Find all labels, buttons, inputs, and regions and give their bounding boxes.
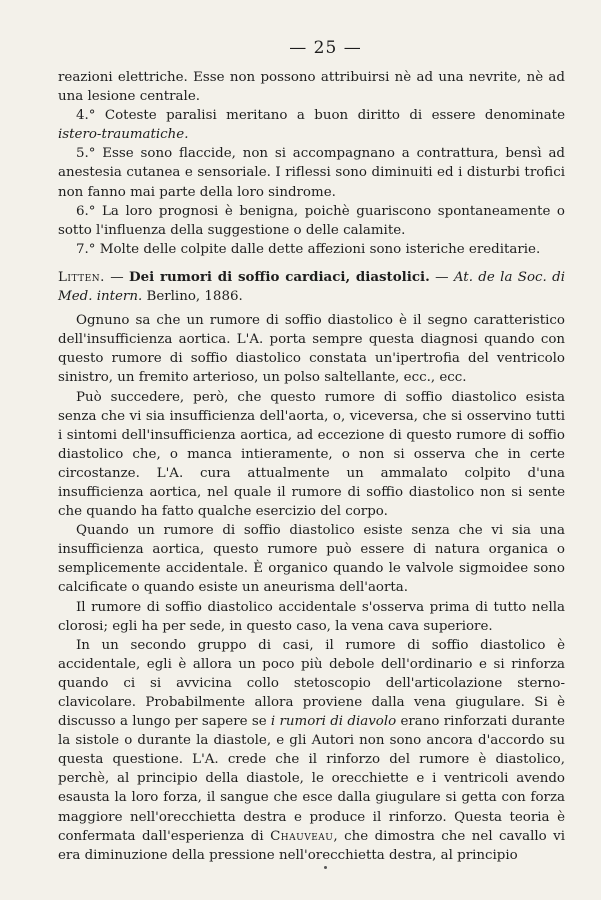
paragraph-point-6: 6.° La loro prognosi è benigna, poichè guariscono spontaneamente o sotto l'influenza della suggestione o delle calamite. (58, 203, 565, 238)
body-text (58, 68, 565, 865)
heading-title: Dei rumori di soffio cardiaci, diastolici. (128, 268, 430, 285)
article-heading (58, 268, 565, 306)
heading-author: Litten. (58, 269, 105, 285)
point-4-text: 4.° Coteste paralisi meritano a buon diritto di essere denominate (76, 108, 565, 124)
paragraph-continuation: reazioni elettriche. Esse non possono attribuirsi nè ad una nevrite, nè ad una lesione centrale. (58, 70, 565, 105)
paragraph-5-c: , che dimostra che nel cavallo vi era diminuzione della pressione nell'orecchietta destra, al principio (58, 828, 565, 863)
paragraph-5-a: In un secondo gruppo di casi, il rumore di soffio diastolico è accidentale, egli è allora un poco più debole dell'ordinario e si rinforza quando ci si avvicina collo stetoscopio dell'articolazione sterno-clavicolare. Probabilmente allora proviene dalla vena giugulare. Si è discusso a lungo per sapere se (58, 637, 565, 730)
paragraph-2: Può succedere, però, che questo rumore di soffio diastolico esista senza che vi sia insufficienza dell'aorta, o, viceversa, che si osservino tutti i sintomi dell'insufficienza aortica, ad eccezione di questo rumore di soffio diastolico che, o manca intieramente, o non si osserva che in certe circostanze. L'A. cura attualmente un ammalato colpito d'una insufficienza aortica, nel quale il rumore di soffio diastolico non si sente che quando ha fatto qualche esercizio del corpo. (58, 389, 565, 520)
heading-dash-1: — (104, 269, 129, 285)
paragraph-5 (58, 636, 565, 865)
heading-source: At. de la Soc. di Med. intern. (58, 269, 566, 305)
paragraph-point-7: 7.° Molte delle colpite dalle dette affezioni sono isteriche ereditarie. (76, 241, 541, 257)
paragraph-point-4 (58, 106, 565, 144)
paragraph-4: Il rumore di soffio diastolico accidentale s'osserva prima di tutto nella clorosi; egli ha per sede, in questo caso, la vena cava superiore. (58, 599, 565, 634)
paragraph-5-name: Chauveau (270, 828, 334, 844)
paragraph-point-5: 5.° Esse sono flaccide, non si accompagnano a contrattura, bensì ad anestesia cutanea e sensoriale. I riflessi sono diminuiti ed i disturbi trofici non fanno mai parte della loro sindrome. (58, 146, 565, 200)
paragraph-1: Ognuno sa che un rumore di soffio diastolico è il segno caratteristico dell'insufficienza aortica. L'A. porta sempre questa diagnosi quando con questo rumore di soffio diastolico constata un'ipertrofia del ventricolo sinistro, un fremito arterioso, un polso saltellante, ecc., ecc. (58, 313, 565, 386)
paragraph-3: Quando un rumore di soffio diastolico esiste senza che vi sia una insufficienza aortica, questo rumore può essere di natura organica o semplicemente accidentale. È organico quando le valvole sigmoidee sono calcificate o quando esiste un aneurisma dell'aorta. (58, 523, 565, 596)
heading-place: Berlino, 1886. (142, 289, 243, 305)
heading-dash-2: — (429, 269, 454, 285)
point-4-italic: istero-traumatiche. (58, 127, 189, 143)
page-number: — 25 — (289, 38, 362, 58)
paragraph-5-b: erano rinforzati durante la sistole o durante la diastole, e gli Autori non sono ancora d'accordo su questa questione. L'A. crede che il rinforzo del rumore è diastolico, perchè, al principio della diastole, le orecchiette e i ventricoli avendo esausta la loro forza, il sangue che esce dalla giugulare si getta con forza maggiore nell'orecchietta destra e produce il rinforzo. Questa teoria è confermata dall'esperienza di (58, 714, 565, 844)
ink-speck (324, 866, 327, 869)
paragraph-5-italic: i rumori di diavolo (270, 714, 397, 730)
